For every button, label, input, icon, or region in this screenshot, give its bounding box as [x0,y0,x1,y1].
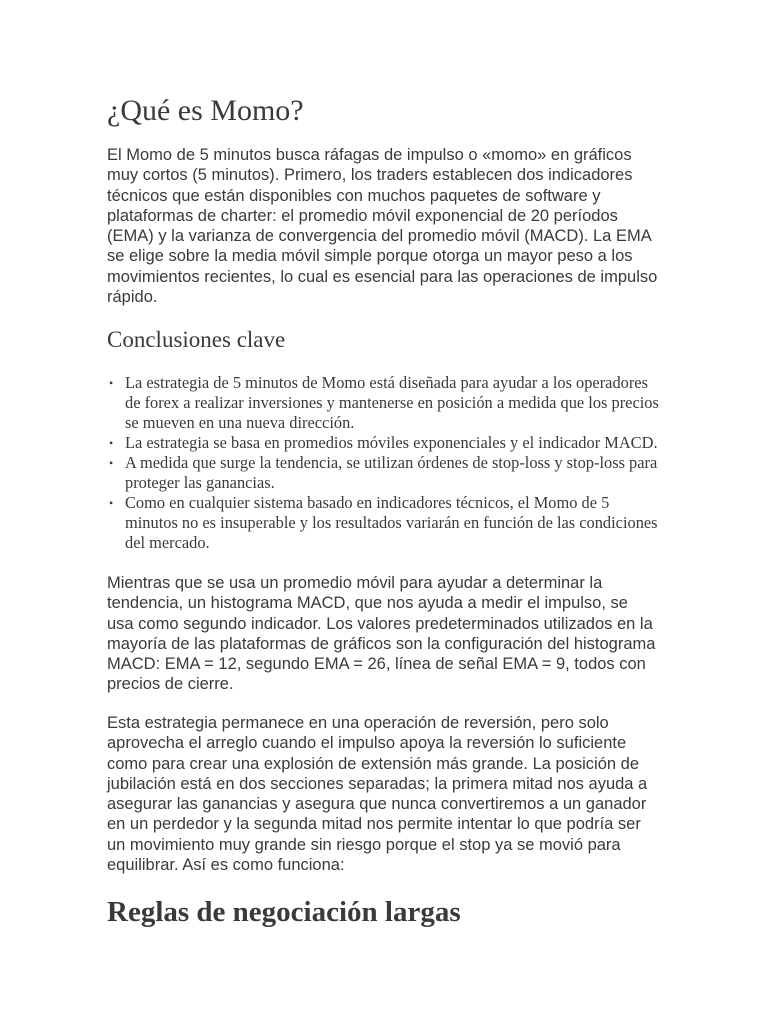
list-item [109,433,665,453]
list-item [109,453,665,493]
heading-reglas-negociacion-largas: Reglas de negociación largas [107,896,461,928]
list-item [109,493,665,553]
bullet-icon: • [109,496,114,510]
bullet-icon: • [109,376,114,390]
list-item-text: La estrategia se basa en promedios móviles exponenciales y el indicador MACD. [125,433,658,452]
list-item [109,373,665,433]
strategy-paragraph: Esta estrategia permanece en una operación de reversión, pero solo aprovecha el arreglo cuando el impulso apoya la reversión lo suficiente como para crear una explosión de extensión más grande. La posición de jubilación está en dos secciones separadas; la primera mitad nos ayuda a asegurar las ganancias y asegura que nunca convertiremos a un ganador en un perdedor y la segunda mitad nos permite intentar lo que podría ser un movimiento muy grande sin riesgo porque el stop ya se movió para equilibrar. Así es como funciona: [107,714,648,875]
list-item-text: La estrategia de 5 minutos de Momo está diseñada para ayudar a los operadores de forex a realizar inversiones y mantenerse en posición a medida que los precios se mueven en una nueva dirección. [125,373,659,432]
list-item-text: A medida que surge la tendencia, se utilizan órdenes de stop-loss y stop-loss para proteger las ganancias. [125,453,658,492]
intro-paragraph: El Momo de 5 minutos busca ráfagas de impulso o «momo» en gráficos muy cortos (5 minutos). Primero, los traders establecen dos indicadores técnicos que están disponibles con muchos paquetes de software y plataformas de charter: el promedio móvil exponencial de 20 períodos (EMA) y la varianza de convergencia del promedio móvil (MACD). La EMA se elige sobre la media móvil simple porque otorga un mayor peso a los movimientos recientes, lo cual es esencial para las operaciones de impulso rápido. [107,146,658,307]
macd-paragraph: Mientras que se usa un promedio móvil para ayudar a determinar la tendencia, un histograma MACD, que nos ayuda a medir el impulso, se usa como segundo indicador. Los valores predeterminados utilizados en la mayoría de las plataformas de gráficos son la configuración del histograma MACD: EMA = 12, segundo EMA = 26, línea de señal EMA = 9, todos con precios de cierre. [107,574,656,694]
bullet-icon: • [109,456,114,470]
list-item-text: Como en cualquier sistema basado en indicadores técnicos, el Momo de 5 minutos no es insuperable y los resultados variarán en función de las condiciones del mercado. [125,493,658,552]
bullet-icon: • [109,436,114,450]
heading-que-es-momo: ¿Qué es Momo? [107,94,304,127]
key-points-list [109,373,665,553]
heading-conclusiones-clave: Conclusiones clave [107,327,286,352]
